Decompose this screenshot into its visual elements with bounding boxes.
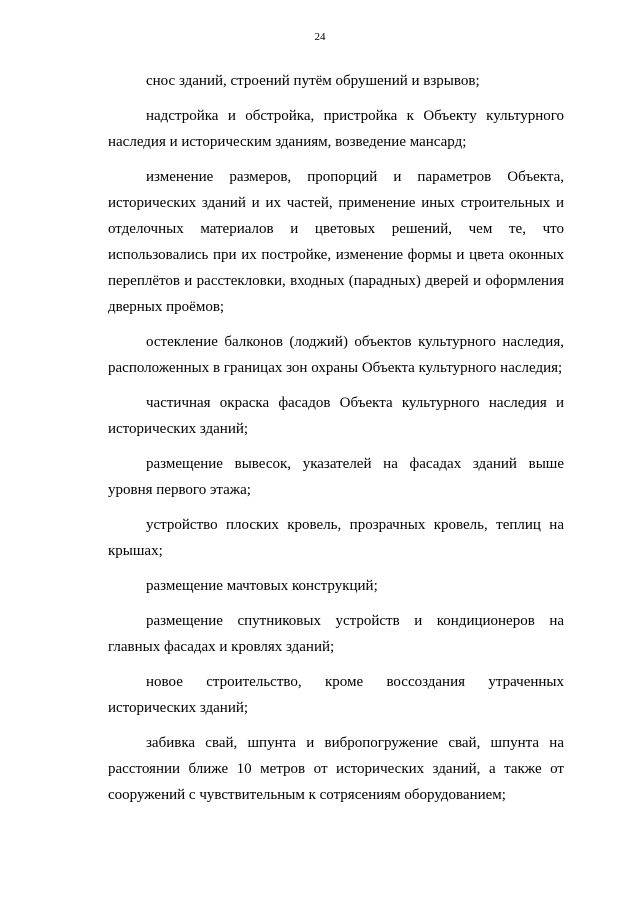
paragraph-dimension-changes: изменение размеров, пропорций и параметров Объекта, исторических зданий и их частей, применение иных строительных и отделочных материалов и цветовых решений, чем те, что использовались при их постройке, изменение формы и цвета оконных переплётов и расстекловки, входных (парадных) дверей и оформления дверных проёмов; bbox=[108, 169, 564, 315]
paragraph-balcony-glazing: остекление балконов (лоджий) объектов культурного наследия, расположенных в границах зон охраны Объекта культурного наследия; bbox=[108, 334, 564, 376]
paragraph-new-construction: новое строительство, кроме воссоздания утраченных исторических зданий; bbox=[108, 674, 564, 716]
page-number: 24 bbox=[314, 31, 326, 43]
paragraph-superstructure: надстройка и обстройка, пристройка к Объекту культурного наследия и историческим зданиям, возведение мансард; bbox=[108, 108, 564, 150]
paragraph-satellite-devices: размещение спутниковых устройств и кондиционеров на главных фасадах и кровлях зданий; bbox=[108, 613, 564, 655]
paragraph-roofs: устройство плоских кровель, прозрачных кровель, теплиц на крышах; bbox=[108, 517, 564, 559]
paragraph-pile-driving: забивка свай, шпунта и вибропогружение свай, шпунта на расстоянии ближе 10 метров от исторических зданий, а также от сооружений с чувствительным к сотрясениям оборудованием; bbox=[108, 735, 564, 803]
paragraph-demolition: снос зданий, строений путём обрушений и взрывов; bbox=[146, 73, 480, 89]
document-body bbox=[108, 68, 564, 817]
paragraph-facade-painting: частичная окраска фасадов Объекта культурного наследия и исторических зданий; bbox=[108, 395, 564, 437]
paragraph-signage: размещение вывесок, указателей на фасадах зданий выше уровня первого этажа; bbox=[108, 456, 564, 498]
paragraph-masts: размещение мачтовых конструкций; bbox=[146, 578, 378, 594]
